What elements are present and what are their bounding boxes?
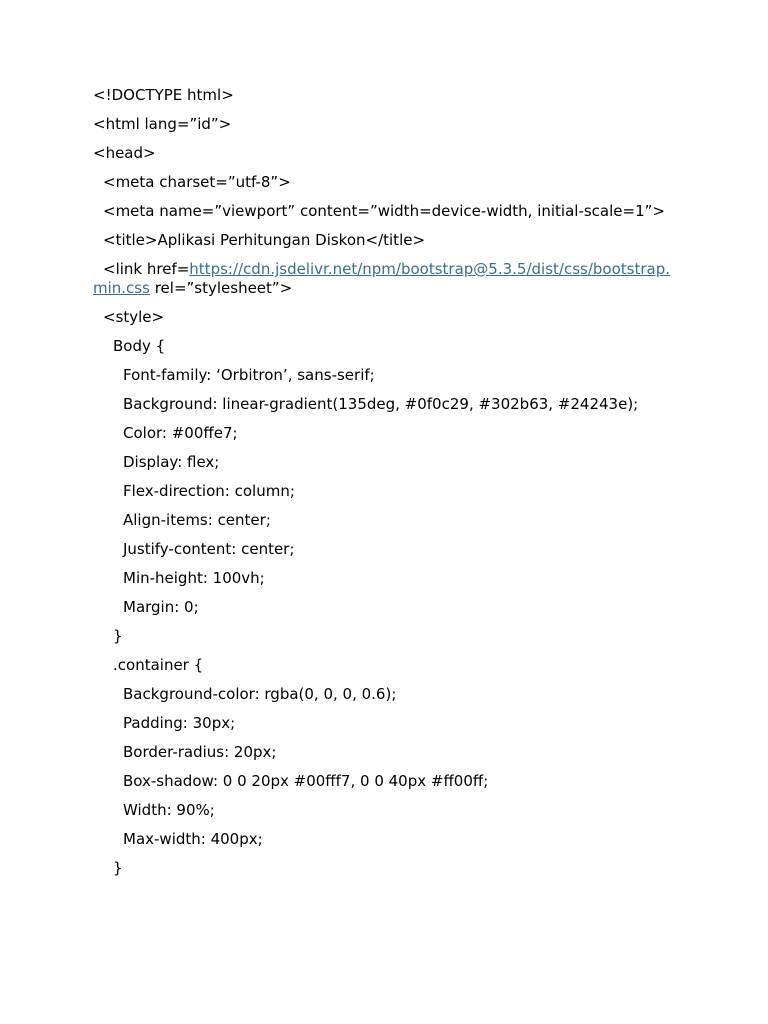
code-line-box-shadow: Box-shadow: 0 0 20px #00fff7, 0 0 40px #ff00ff; <box>123 772 489 790</box>
code-line-meta-charset: <meta charset=”utf-8”> <box>103 173 291 191</box>
code-line-link <box>93 260 683 298</box>
code-line-body-close: } <box>113 627 123 645</box>
code-line-title: <title>Aplikasi Perhitungan Diskon</title> <box>103 231 426 249</box>
code-listing <box>93 86 683 888</box>
code-line-style-open: <style> <box>103 308 165 326</box>
code-line-html-open: <html lang=”id”> <box>93 115 232 133</box>
code-line-color: Color: #00ffe7; <box>123 424 238 442</box>
code-line-doctype: <!DOCTYPE html> <box>93 86 234 104</box>
code-line-min-height: Min-height: 100vh; <box>123 569 265 587</box>
code-line-justify-content: Justify-content: center; <box>123 540 295 558</box>
code-line-border-radius: Border-radius: 20px; <box>123 743 277 761</box>
code-line-background: Background: linear-gradient(135deg, #0f0c29, #302b63, #24243e); <box>123 395 639 413</box>
link-prefix: <link href= <box>103 260 190 278</box>
code-line-flex-direction: Flex-direction: column; <box>123 482 295 500</box>
code-line-padding: Padding: 30px; <box>123 714 236 732</box>
bootstrap-css-link[interactable]: https://cdn.jsdelivr.net/npm/bootstrap@5.3.5/dist/css/bootstrap.min.css <box>93 260 670 297</box>
code-line-display: Display: flex; <box>123 453 220 471</box>
code-line-background-color: Background-color: rgba(0, 0, 0, 0.6); <box>123 685 397 703</box>
code-line-max-width: Max-width: 400px; <box>123 830 263 848</box>
code-line-width: Width: 90%; <box>123 801 215 819</box>
code-line-container-selector: .container { <box>113 656 204 674</box>
code-line-margin: Margin: 0; <box>123 598 199 616</box>
code-line-font-family: Font-family: ‘Orbitron’, sans-serif; <box>123 366 375 384</box>
code-line-meta-viewport: <meta name=”viewport” content=”width=device-width, initial-scale=1”> <box>103 202 665 220</box>
code-line-container-close: } <box>113 859 123 877</box>
link-suffix: rel=”stylesheet”> <box>149 279 293 297</box>
code-line-align-items: Align-items: center; <box>123 511 271 529</box>
code-line-head-open: <head> <box>93 144 156 162</box>
code-line-body-selector: Body { <box>113 337 166 355</box>
